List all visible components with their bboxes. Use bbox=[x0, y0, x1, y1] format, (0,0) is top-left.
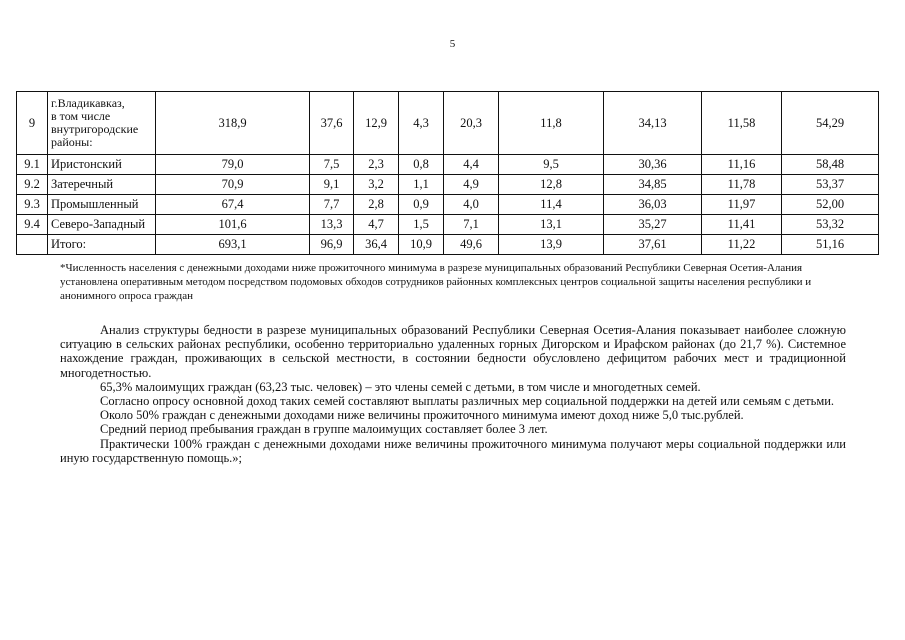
value-cell: 79,0 bbox=[156, 155, 310, 175]
value-cell: 34,13 bbox=[604, 92, 702, 155]
value-cell: 10,9 bbox=[399, 235, 444, 255]
row-number-cell: 9.2 bbox=[17, 175, 48, 195]
value-cell: 9,5 bbox=[499, 155, 604, 175]
value-cell: 693,1 bbox=[156, 235, 310, 255]
value-cell: 52,00 bbox=[782, 195, 879, 215]
value-cell: 36,03 bbox=[604, 195, 702, 215]
row-number-cell: 9.4 bbox=[17, 215, 48, 235]
value-cell: 37,61 bbox=[604, 235, 702, 255]
value-cell: 4,0 bbox=[444, 195, 499, 215]
value-cell: 11,97 bbox=[702, 195, 782, 215]
value-cell: 1,1 bbox=[399, 175, 444, 195]
value-cell: 9,1 bbox=[310, 175, 354, 195]
district-name-cell: Иристонский bbox=[48, 155, 156, 175]
table-footnote: *Численность населения с денежными доходами ниже прожиточного минимума в разрезе муниципальных образований Республики Северная Осетия-Алания установлена оперативным методом посредством подомовых обходов сотрудников районных комплексных центров социальной защиты населения республики и анонимного опроса граждан bbox=[60, 262, 812, 302]
district-name-cell: Затеречный bbox=[48, 175, 156, 195]
analysis-text bbox=[60, 323, 846, 465]
value-cell: 2,3 bbox=[354, 155, 399, 175]
paragraph: Около 50% граждан с денежными доходами ниже величины прожиточного минимума имеют доход ниже 5,0 тыс.рублей. bbox=[100, 408, 744, 423]
value-cell: 13,1 bbox=[499, 215, 604, 235]
value-cell: 0,9 bbox=[399, 195, 444, 215]
paragraph: Согласно опросу основной доход таких семей составляют выплаты различных мер социальной поддержки на детей или семьям с детьми. bbox=[100, 394, 835, 409]
district-name-cell: г.Владикавказ, в том числе внутригородские районы: bbox=[48, 92, 156, 155]
value-cell: 70,9 bbox=[156, 175, 310, 195]
value-cell: 4,7 bbox=[354, 215, 399, 235]
value-cell: 3,2 bbox=[354, 175, 399, 195]
paragraph: Практически 100% граждан с денежными доходами ниже величины прожиточного минимума получают меры социальной поддержки или иную государственную помощь.»; bbox=[60, 436, 846, 465]
table-row bbox=[17, 175, 879, 195]
table-row bbox=[17, 195, 879, 215]
value-cell: 11,78 bbox=[702, 175, 782, 195]
paragraph: 65,3% малоимущих граждан (63,23 тыс. человек) – это члены семей с детьми, в том числе и многодетных семей. bbox=[100, 379, 701, 394]
paragraph: Средний период пребывания граждан в группе малоимущих составляет более 3 лет. bbox=[100, 422, 548, 437]
value-cell: 20,3 bbox=[444, 92, 499, 155]
value-cell: 7,1 bbox=[444, 215, 499, 235]
value-cell: 11,16 bbox=[702, 155, 782, 175]
value-cell: 4,4 bbox=[444, 155, 499, 175]
value-cell: 4,3 bbox=[399, 92, 444, 155]
value-cell: 67,4 bbox=[156, 195, 310, 215]
value-cell: 35,27 bbox=[604, 215, 702, 235]
value-cell: 34,85 bbox=[604, 175, 702, 195]
value-cell: 4,9 bbox=[444, 175, 499, 195]
value-cell: 101,6 bbox=[156, 215, 310, 235]
district-name-cell: Итого: bbox=[48, 235, 156, 255]
value-cell: 53,32 bbox=[782, 215, 879, 235]
value-cell: 30,36 bbox=[604, 155, 702, 175]
poverty-table bbox=[16, 91, 879, 255]
page-number: 5 bbox=[449, 38, 456, 50]
value-cell: 11,8 bbox=[499, 92, 604, 155]
table-row bbox=[17, 92, 879, 155]
value-cell: 12,8 bbox=[499, 175, 604, 195]
value-cell: 13,3 bbox=[310, 215, 354, 235]
value-cell: 11,41 bbox=[702, 215, 782, 235]
value-cell: 58,48 bbox=[782, 155, 879, 175]
table-row bbox=[17, 235, 879, 255]
value-cell: 13,9 bbox=[499, 235, 604, 255]
value-cell: 11,4 bbox=[499, 195, 604, 215]
value-cell: 7,5 bbox=[310, 155, 354, 175]
value-cell: 11,58 bbox=[702, 92, 782, 155]
value-cell: 318,9 bbox=[156, 92, 310, 155]
district-name-cell: Северо-Западный bbox=[48, 215, 156, 235]
value-cell: 36,4 bbox=[354, 235, 399, 255]
value-cell: 11,22 bbox=[702, 235, 782, 255]
row-number-cell bbox=[17, 235, 48, 255]
table-row bbox=[17, 155, 879, 175]
value-cell: 49,6 bbox=[444, 235, 499, 255]
value-cell: 53,37 bbox=[782, 175, 879, 195]
row-number-cell: 9.1 bbox=[17, 155, 48, 175]
value-cell: 1,5 bbox=[399, 215, 444, 235]
value-cell: 54,29 bbox=[782, 92, 879, 155]
value-cell: 12,9 bbox=[354, 92, 399, 155]
value-cell: 2,8 bbox=[354, 195, 399, 215]
district-name-cell: Промышленный bbox=[48, 195, 156, 215]
table-row bbox=[17, 215, 879, 235]
value-cell: 51,16 bbox=[782, 235, 879, 255]
table-body bbox=[17, 92, 879, 255]
value-cell: 37,6 bbox=[310, 92, 354, 155]
value-cell: 0,8 bbox=[399, 155, 444, 175]
row-number-cell: 9 bbox=[17, 92, 48, 155]
row-number-cell: 9.3 bbox=[17, 195, 48, 215]
value-cell: 96,9 bbox=[310, 235, 354, 255]
value-cell: 7,7 bbox=[310, 195, 354, 215]
paragraph: Анализ структуры бедности в разрезе муниципальных образований Республики Северная Осетия-Алания показывает наиболее сложную ситуацию в сельских районах республики, особенно территориально удаленных горных Дигорском и Ирафском районах (до 21,7 %). Системное нахождение граждан, проживающих в сельской местности, в состоянии бедности обусловлено дефицитом рабочих мест и традиционной многодетностью. bbox=[60, 323, 846, 380]
